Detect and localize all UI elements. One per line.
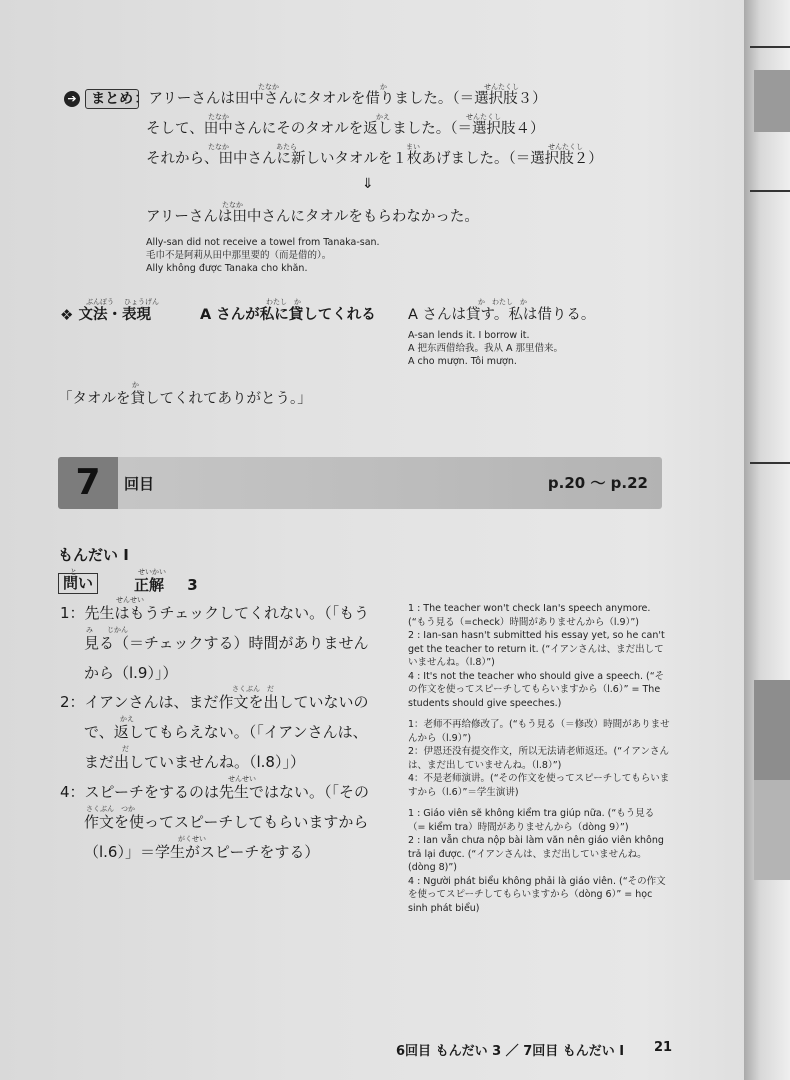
ruby: だ (122, 745, 129, 753)
edge-line (750, 46, 790, 48)
page-tab (754, 70, 790, 132)
translation-en: Ally-san did not receive a towel from Tanaka-san. (146, 237, 380, 248)
grammar-diamond-icon: ❖ (60, 306, 74, 324)
summary-line-3: それから、田中さんに新しいタオルを１枚あげました。（＝選択肢２） (146, 151, 603, 167)
translation-en: A-san lends it. I borrow it. (408, 330, 530, 341)
ruby: わたし か (266, 298, 301, 306)
mondai-title: もんだい I (58, 546, 129, 564)
answer-item-2-line-1: 2：イアンさんは、まだ作文を出していないの (60, 693, 369, 711)
answer-item-2-line-2: で、返してもらえない。（「イアンさんは、 (84, 723, 368, 741)
ruby: せんたくし (466, 113, 501, 121)
note-zh-1: 1：老师不再给修改了。(“もう見る（＝修改）時間がありませんから（l.9）”) (408, 719, 670, 744)
translation-vi: Ally không được Tanaka cho khăn. (146, 263, 308, 274)
arrow-right-icon: ➔ (64, 91, 80, 107)
summary-block (64, 88, 139, 109)
ruby: たなか (222, 201, 243, 209)
summary-line-2: そして、田中さんにそのタオルを返しました。（＝選択肢４） (146, 121, 545, 137)
note-en-3: 4 : It's not the teacher who should give a speech. (“その作文を使ってスピーチしてもらいますから（l.6）” = The students should give speeches.) (408, 670, 665, 709)
ruby: か (132, 381, 139, 389)
ruby: せんたくし (484, 83, 519, 91)
chapter-band (58, 457, 662, 509)
footer-section: 6回目 もんだい 3 ／ 7回目 もんだい I (396, 1044, 625, 1059)
page-tab (754, 780, 790, 880)
notes-zh (408, 718, 670, 799)
answer-item-3-line-2: 作文を使ってスピーチしてもらいますから (84, 813, 369, 831)
ruby: と (70, 568, 77, 576)
ruby: たなか (208, 113, 229, 121)
answer-item-1-line-2: 見る（＝チェックする）時間がありません (84, 634, 369, 652)
answer-value: 3 (187, 576, 198, 594)
summary-tag: まとめ (85, 89, 139, 109)
translation-zh: 毛巾不是阿莉从田中那里要的（而是借的）。 (146, 250, 332, 261)
chapter-page-range: p.20 ～ p.22 (547, 474, 648, 492)
page-tab (754, 680, 790, 780)
notes-vi (408, 807, 670, 915)
note-en-1: 1 : The teacher won't check Ian's speech anymore. (“もう見る（=check）時間がありませんから（l.9）”) (408, 603, 651, 628)
ruby: まい (406, 143, 420, 151)
answer-item-1-line-1: 1：先生はもうチェックしてくれない。（「もう (60, 604, 370, 622)
ruby: さくぶん つか (86, 805, 135, 813)
ruby: かえ (120, 715, 134, 723)
page-edge (744, 0, 790, 1080)
ruby: ひょうげん (124, 298, 159, 306)
ruby: せんせい (116, 596, 144, 604)
answer-label: 正解 (134, 576, 165, 594)
note-vi-2: 2 : Ian vẫn chưa nộp bài làm văn nên giáo viên không trả lại được. (“イアンさんは、まだ出していませんね。(dòng 8)”) (408, 835, 664, 873)
ruby: み じかん (86, 626, 128, 634)
answer-item-3-line-3: （l.6）」＝学生がスピーチをする） (84, 843, 320, 861)
ruby: がくせい (178, 835, 206, 843)
answer-item-2-line-3: まだ出していませんね。（l.8）」） (84, 753, 305, 771)
question-tag: 問い (58, 573, 98, 594)
grammar-pattern-1: A さんが私に貸してくれる (200, 307, 376, 323)
translation-vi: A cho mượn. Tôi mượn. (408, 356, 517, 367)
note-vi-3: 4 : Người phát biểu không phải là giáo viên. (“その作文を使ってスピーチしてもらいますから（dòng 6）” = học sinh phát biểu) (408, 875, 666, 914)
answer (134, 574, 198, 595)
down-arrow-icon: ⇓ (362, 176, 374, 192)
grammar-label: 文法・表現 (78, 307, 152, 323)
summary-conclusion: アリーさんは田中さんにタオルをもらわなかった。 (146, 209, 479, 225)
page-number: 21 (654, 1040, 673, 1055)
ruby: せんせい (228, 775, 256, 783)
notes-en (408, 602, 670, 710)
note-zh-3: 4：不是老师演讲。(“その作文を使ってスピーチしてもらいますから（l.6）”＝学生演讲) (408, 773, 670, 798)
summary-line-1: ：アリーさんは田中さんにタオルを借りました。（＝選択肢３） (134, 91, 547, 107)
edge-line (750, 462, 790, 464)
ruby: さくぶん だ (232, 685, 274, 693)
chapter-label: 回目 (124, 475, 155, 493)
ruby: かえ (376, 113, 390, 121)
summary-translations (146, 236, 380, 275)
ruby: か わたし か (478, 298, 527, 306)
ruby: たなか (258, 83, 279, 91)
grammar-heading (60, 303, 151, 324)
translation-zh: A 把东西借给我。我从 A 那里借来。 (408, 343, 564, 354)
answer-item-1-line-3: から（l.9）」） (84, 664, 178, 682)
ruby: あたら (276, 143, 297, 151)
ruby: せんたくし (548, 143, 583, 151)
note-zh-2: 2：伊恩还没有提交作文，所以无法请老师返还。(“イアンさんは、まだ出していませんね。（l.8）”) (408, 746, 670, 771)
note-en-2: 2 : Ian-san hasn't submitted his essay yet, so he can't get the teacher to return it. (“イアンさんは、まだ出していませんね。（l.8）”) (408, 630, 665, 668)
grammar-pattern-2: A さんは貸す。私は借りる。 (408, 307, 596, 323)
ruby: たなか (208, 143, 229, 151)
ruby: せいかい (138, 568, 166, 576)
grammar-translations (408, 329, 563, 368)
notes-column (408, 602, 670, 915)
edge-line (750, 190, 790, 192)
ruby: か (380, 83, 387, 91)
chapter-number: 7 (58, 457, 118, 509)
grammar-example: 「タオルを貸してくれてありがとう。」 (58, 391, 312, 407)
answer-item-3-line-1: 4：スピーチをするのは先生ではない。（「その (60, 783, 369, 801)
ruby: ぶんぽう (86, 298, 114, 306)
question-tag-wrap (58, 573, 98, 594)
note-vi-1: 1 : Giáo viên sẽ không kiểm tra giúp nữa. (“もう見る（= kiểm tra）時間がありませんから（dòng 9）”) (408, 808, 655, 833)
